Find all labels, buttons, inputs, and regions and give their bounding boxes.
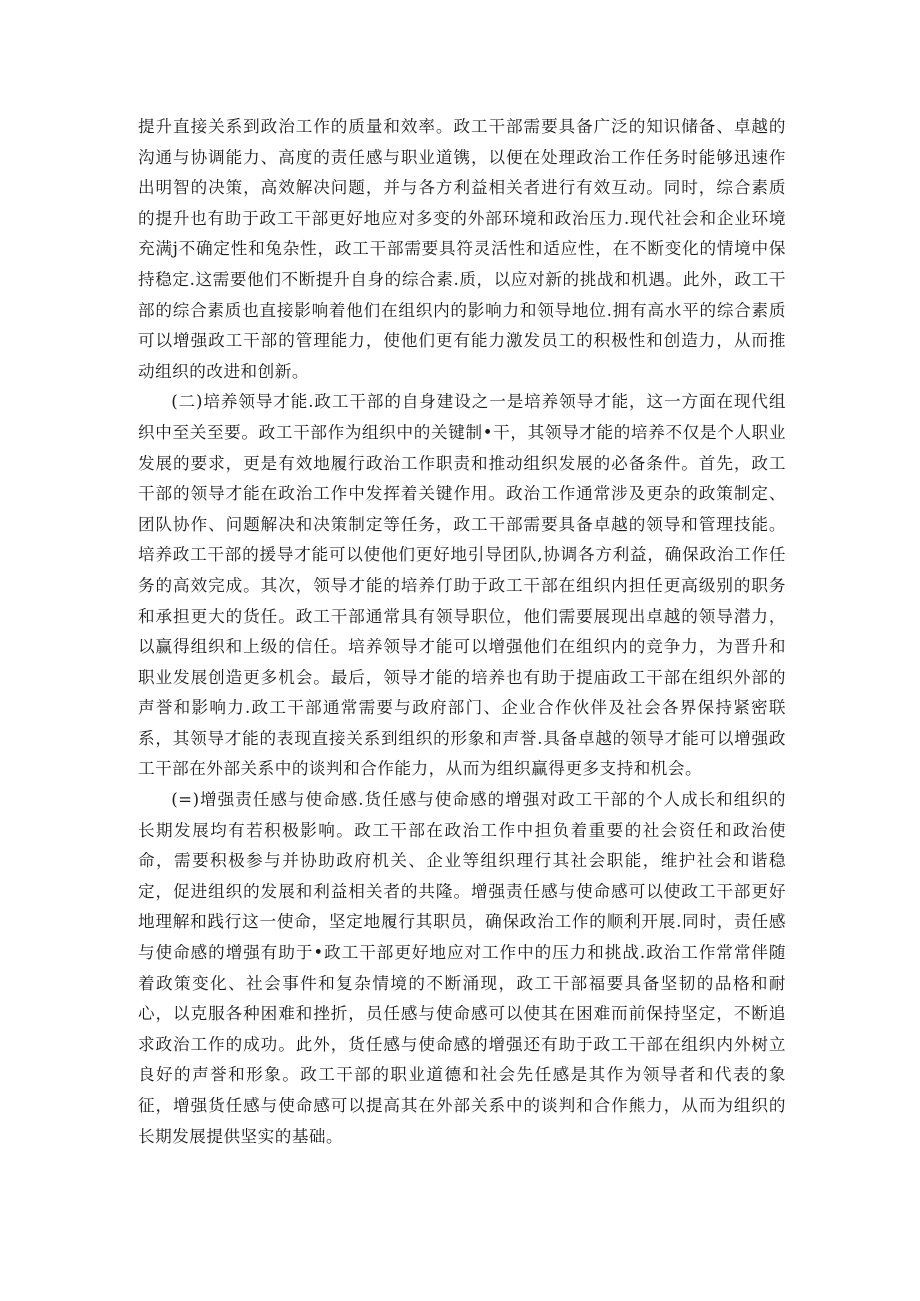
document-body <box>138 112 786 1152</box>
paragraph-responsibility: (=)增强责任感与使命感.货任感与使命感的增强对政工干部的个人成长和组织的长期发展均有若积极影响。政工干部在政治工作中担负着重要的社会资任和政治使命，需要积极参与并协助政府机关、企业等组织理行其社会职能，维护社会和谐稳定，促进组织的发展和利益相关者的共隆。增强责任感与使命感可以使政工干部更好地理解和践行这一使命，坚定地履行其职员，确保政治工作的顺利开展.同时，责任感与使命感的增强有助于•政工干部更好地应对工作中的压力和挑战.政治工作常常伴随着政策变化、社会事件和复杂情境的不断涌现，政工干部福要具备坚韧的品格和耐心，以克服各种困难和挫折，员任感与使命感可以使其在困难而前保持坚定，不断追求政治工作的成功。此外，货任感与使命感的增强还有助于政工干部在组织内外树立良好的声誉和形象。政工干部的职业道德和社会先任感是其作为领导者和代表的象征，增强货任感与使命感可以提高其在外部关系中的谈判和合作熊力，从而为组织的长期发展提供坚实的基础。 <box>138 790 786 1146</box>
paragraph-leadership: (二)培养领导才能.政工干部的自身建设之一是培养领导才能，这一方面在现代组织中至关至要。政工干部作为组织中的关键制•干，其领导才能的培养不仅是个人职业发展的要求，更是有效地履行政治工作职责和推动组织发展的必备条件。首先，政工干部的领导才能在政治工作中发挥着关键作用。政治工作通常涉及更杂的政策制定、团队协作、问题解决和决策制定等任务，政工干部需要具备卓越的领导和管理技能。培养政工干部的援导才能可以使他们更好地引导团队,协调各方利益，确保政治工作任务的高效完成。其次，领导才能的培养仃助于政工干部在组织内担任更高级别的职务和承担更大的货任。政工干部通常具有领导职位，他们需要展现出卓越的领导潜力，以赢得组织和上级的信任。培养领导才能可以增强他们在组织内的竞争力，为晋升和职业发展创造更多机会。最后，领导才能的培养也有助于提庙政工干部在组织外部的声誉和影响力.政工干部通常需要与政府部门、企业合作伙伴及社会各界保持紧密联系，其领导才能的表现直接关系到组织的形象和声誉.具备卓越的领导才能可以增强政工干部在外部关系中的谈判和合作能力，从而为组织赢得更多支持和机会。 <box>138 392 786 779</box>
paragraph-continuation: 提升直接关系到政治工作的质量和效率。政工干部需要具备广泛的知识储备、卓越的沟通与协调能力、高度的责任感与职业道镌，以便在处理政治工作任务时能够迅速作出明智的决策，高效解决问题，并与各方利益相关者进行有效互动。同时，综合素质的提升也有助于政工干部更好地应对多变的外部环境和政治压力.现代社会和企业环境充满j不确定性和兔杂性，政工干部需要具符灵活性和适应性，在不断变化的情境中保持稳定.这需要他们不断提升自身的综合素.质，以应对新的挑战和机遇。此外，政工干部的综合素质也直接影响着他们在组织内的影响力和领导地位.拥有高水平的综合素质可以增强政工干部的管理能力，使他们更有能力激发员工的积极性和创造力，从而推动组织的改进和创新。 <box>138 117 786 381</box>
